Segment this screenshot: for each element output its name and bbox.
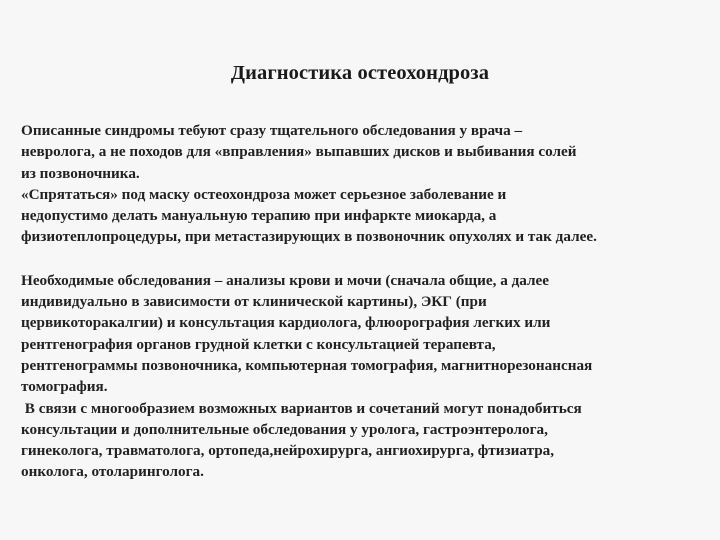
paragraph-warning bbox=[21, 184, 711, 248]
text-line: из позвоночника. bbox=[21, 164, 140, 182]
slide-title: Диагностика остеохондроза bbox=[230, 62, 490, 84]
text-line: «Спрятаться» под маску остеохондроза может серьезное заболевание и bbox=[21, 185, 507, 203]
text-line: томография. bbox=[21, 378, 108, 396]
text-line: цервикоторакалгии) и консультация кардиолога, флюорография легких или bbox=[21, 314, 551, 332]
text-line: рентгенография органов грудной клетки с консультацией терапевта, bbox=[21, 335, 496, 353]
text-line: невролога, а не походов для «вправления» выпавших дисков и выбивания солей bbox=[21, 143, 577, 161]
paragraph-referral bbox=[21, 120, 711, 184]
text-line: недопустимо делать мануальную терапию при инфаркте миокарда, а bbox=[21, 207, 497, 225]
text-line: Необходимые обследования – анализы крови и мочи (сначала общие, а далее bbox=[21, 271, 550, 289]
text-line: онколога, отоларинголога. bbox=[21, 463, 204, 481]
text-line: физиотеплопроцедуры, при метастазирующих в позвоночник опухолях и так далее. bbox=[21, 228, 597, 246]
text-line: Описанные синдромы тебуют сразу тщательного обследования у врача – bbox=[21, 122, 523, 139]
paragraph-consultations bbox=[21, 398, 711, 483]
text-line: гинеколога, травматолога, ортопеда,нейрохирурга, ангиохирурга, фтизиатра, bbox=[21, 442, 555, 460]
slide-body bbox=[21, 120, 711, 483]
text-line: рентгенограммы позвоночника, компьютерная томография, магнитнорезонансная bbox=[21, 356, 593, 374]
text-line: индивидуально в зависимости от клинической картины), ЭКГ (при bbox=[21, 293, 487, 311]
text-line: консультации и дополнительные обследования у уролога, гастроэнтеролога, bbox=[21, 420, 548, 438]
paragraph-examinations bbox=[21, 270, 711, 398]
paragraph-gap bbox=[21, 248, 711, 270]
text-line: В связи с многообразием возможных вариантов и сочетаний могут понадобиться bbox=[21, 399, 582, 417]
